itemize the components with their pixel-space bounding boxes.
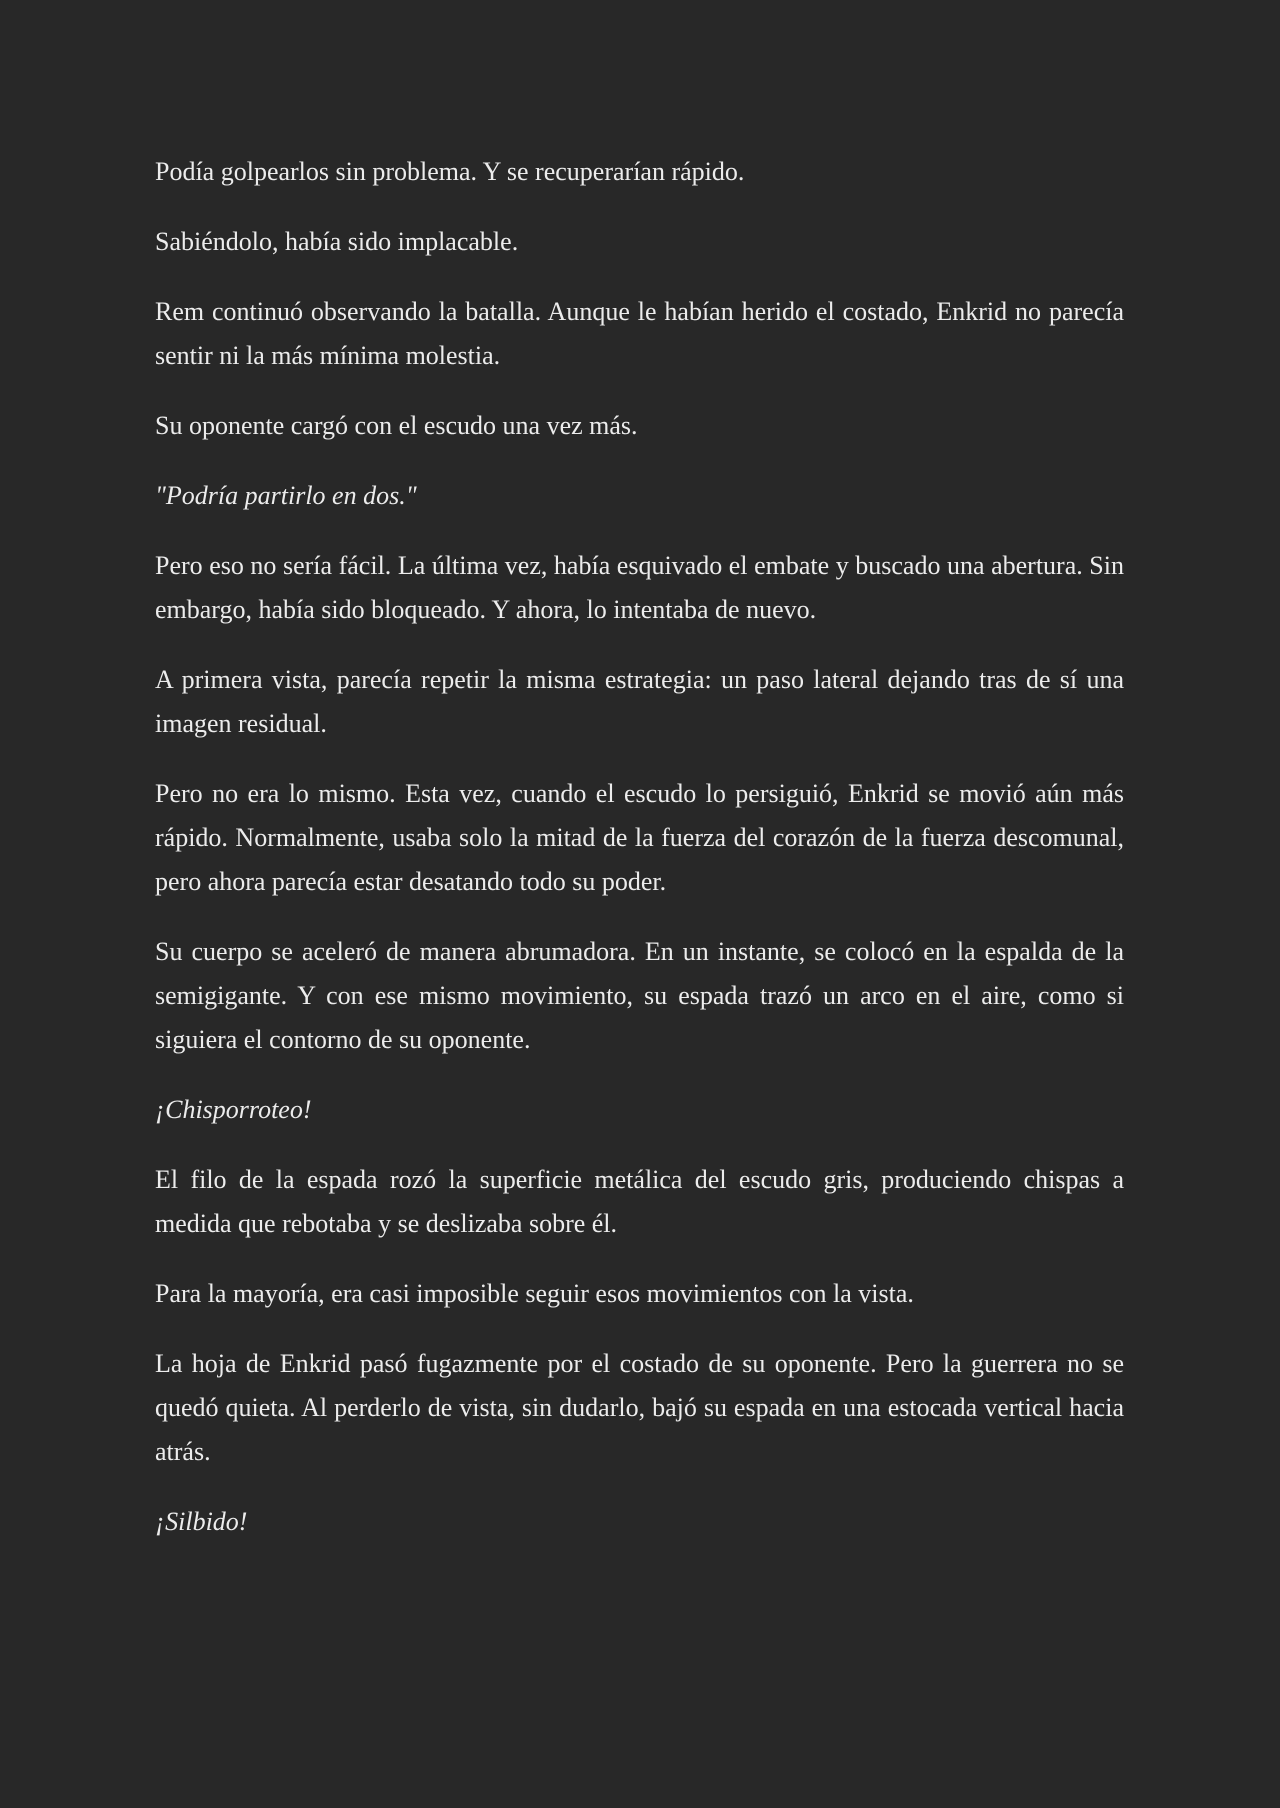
paragraph-2: Sabiéndolo, había sido implacable. — [155, 227, 519, 256]
paragraph-11: El filo de la espada rozó la superficie metálica del escudo gris, produciendo chispas a medida que rebotaba y se deslizaba sobre él. — [155, 1165, 1124, 1238]
paragraph-9: Su cuerpo se aceleró de manera abrumadora. En un instante, se colocó en la espalda de la semigigante. Y con ese mismo movimiento, su espada trazó un arco en el aire, como si siguiera el contorno de su oponente. — [155, 937, 1124, 1054]
document-body — [155, 150, 1124, 1570]
paragraph-10-sound: ¡Chisporroteo! — [155, 1095, 312, 1124]
paragraph-12: Para la mayoría, era casi imposible seguir esos movimientos con la vista. — [155, 1279, 914, 1308]
paragraph-13: La hoja de Enkrid pasó fugazmente por el costado de su oponente. Pero la guerrera no se quedó quieta. Al perderlo de vista, sin dudarlo, bajó su espada en una estocada vertical hacia atrás. — [155, 1349, 1124, 1466]
paragraph-6: Pero eso no sería fácil. La última vez, había esquivado el embate y buscado una abertura. Sin embargo, había sido bloqueado. Y ahora, lo intentaba de nuevo. — [155, 551, 1124, 624]
paragraph-4: Su oponente cargó con el escudo una vez más. — [155, 411, 638, 440]
paragraph-5-thought: "Podría partirlo en dos." — [155, 481, 417, 510]
paragraph-14-sound: ¡Silbido! — [155, 1507, 248, 1536]
paragraph-8: Pero no era lo mismo. Esta vez, cuando el escudo lo persiguió, Enkrid se movió aún más rápido. Normalmente, usaba solo la mitad de la fuerza del corazón de la fuerza descomunal, pero ahora parecía estar desatando todo su poder. — [155, 779, 1124, 896]
paragraph-1: Podía golpearlos sin problema. Y se recuperarían rápido. — [155, 157, 745, 186]
paragraph-7: A primera vista, parecía repetir la misma estrategia: un paso lateral dejando tras de sí una imagen residual. — [155, 665, 1124, 738]
paragraph-3: Rem continuó observando la batalla. Aunque le habían herido el costado, Enkrid no parecía sentir ni la más mínima molestia. — [155, 297, 1124, 370]
